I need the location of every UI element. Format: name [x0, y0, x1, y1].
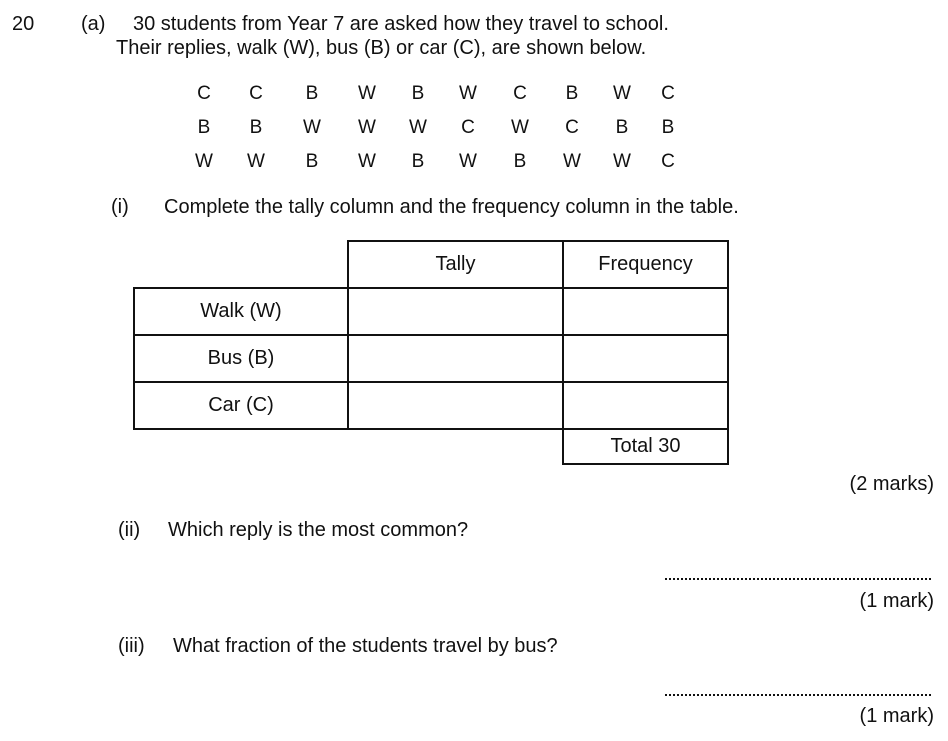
header-frequency: Frequency	[563, 241, 728, 288]
reply-letter: B	[565, 83, 579, 104]
reply-letter: B	[305, 83, 319, 104]
frequency-cell-walk[interactable]	[563, 288, 728, 335]
reply-letter: W	[247, 151, 265, 172]
tally-cell-bus[interactable]	[348, 335, 563, 382]
tally-cell-car[interactable]	[348, 382, 563, 429]
marks-sub-i: (2 marks)	[849, 473, 934, 495]
intro-line-1: 30 students from Year 7 are asked how they travel to school.	[133, 13, 669, 35]
reply-letter: W	[358, 117, 376, 138]
reply-letter: W	[195, 151, 213, 172]
reply-letter: B	[411, 83, 425, 104]
header-tally: Tally	[348, 241, 563, 288]
reply-letter: C	[461, 117, 475, 138]
sub-question-ii-label: (ii)	[118, 519, 141, 541]
reply-letter: W	[563, 151, 581, 172]
marks-sub-iii: (1 mark)	[859, 705, 934, 727]
reply-letter: W	[409, 117, 427, 138]
sub-question-i-label: (i)	[111, 196, 129, 218]
reply-letter: B	[661, 117, 675, 138]
reply-letter: W	[459, 83, 477, 104]
reply-letter: W	[358, 151, 376, 172]
frequency-cell-car[interactable]	[563, 382, 728, 429]
marks-sub-ii: (1 mark)	[859, 590, 934, 612]
row-label-walk: Walk (W)	[134, 288, 348, 335]
question-number: 20	[12, 13, 35, 35]
answer-line-ii[interactable]	[665, 566, 931, 580]
sub-question-ii-text: Which reply is the most common?	[168, 519, 469, 541]
answer-line-iii[interactable]	[665, 682, 931, 696]
reply-letter: C	[565, 117, 579, 138]
reply-letter: W	[511, 117, 529, 138]
tally-cell-walk[interactable]	[348, 288, 563, 335]
reply-letter: C	[197, 83, 211, 104]
reply-letter: C	[513, 83, 527, 104]
row-label-bus: Bus (B)	[134, 335, 348, 382]
reply-letter: B	[197, 117, 211, 138]
reply-letter: B	[249, 117, 263, 138]
reply-letter: C	[249, 83, 263, 104]
sub-question-iii-text: What fraction of the students travel by bus?	[173, 635, 558, 657]
table-row	[134, 335, 728, 382]
reply-letter: B	[513, 151, 527, 172]
reply-letter: B	[305, 151, 319, 172]
table-row	[134, 288, 728, 335]
table-corner	[134, 241, 348, 288]
reply-letter: W	[613, 83, 631, 104]
total-cell: Total 30	[563, 429, 728, 464]
table-row	[134, 382, 728, 429]
reply-letter: B	[615, 117, 629, 138]
reply-letter: W	[459, 151, 477, 172]
intro-line-2: Their replies, walk (W), bus (B) or car (C), are shown below.	[116, 37, 647, 59]
reply-letter: W	[613, 151, 631, 172]
reply-letter: W	[358, 83, 376, 104]
part-label: (a)	[81, 13, 106, 35]
sub-question-i-text: Complete the tally column and the frequency column in the table.	[164, 196, 739, 218]
frequency-cell-bus[interactable]	[563, 335, 728, 382]
tally-table	[133, 240, 729, 465]
reply-letter: B	[411, 151, 425, 172]
sub-question-iii-label: (iii)	[118, 635, 145, 657]
reply-letter: C	[661, 83, 675, 104]
reply-letter: W	[303, 117, 321, 138]
row-label-car: Car (C)	[134, 382, 348, 429]
reply-letter: C	[661, 151, 675, 172]
